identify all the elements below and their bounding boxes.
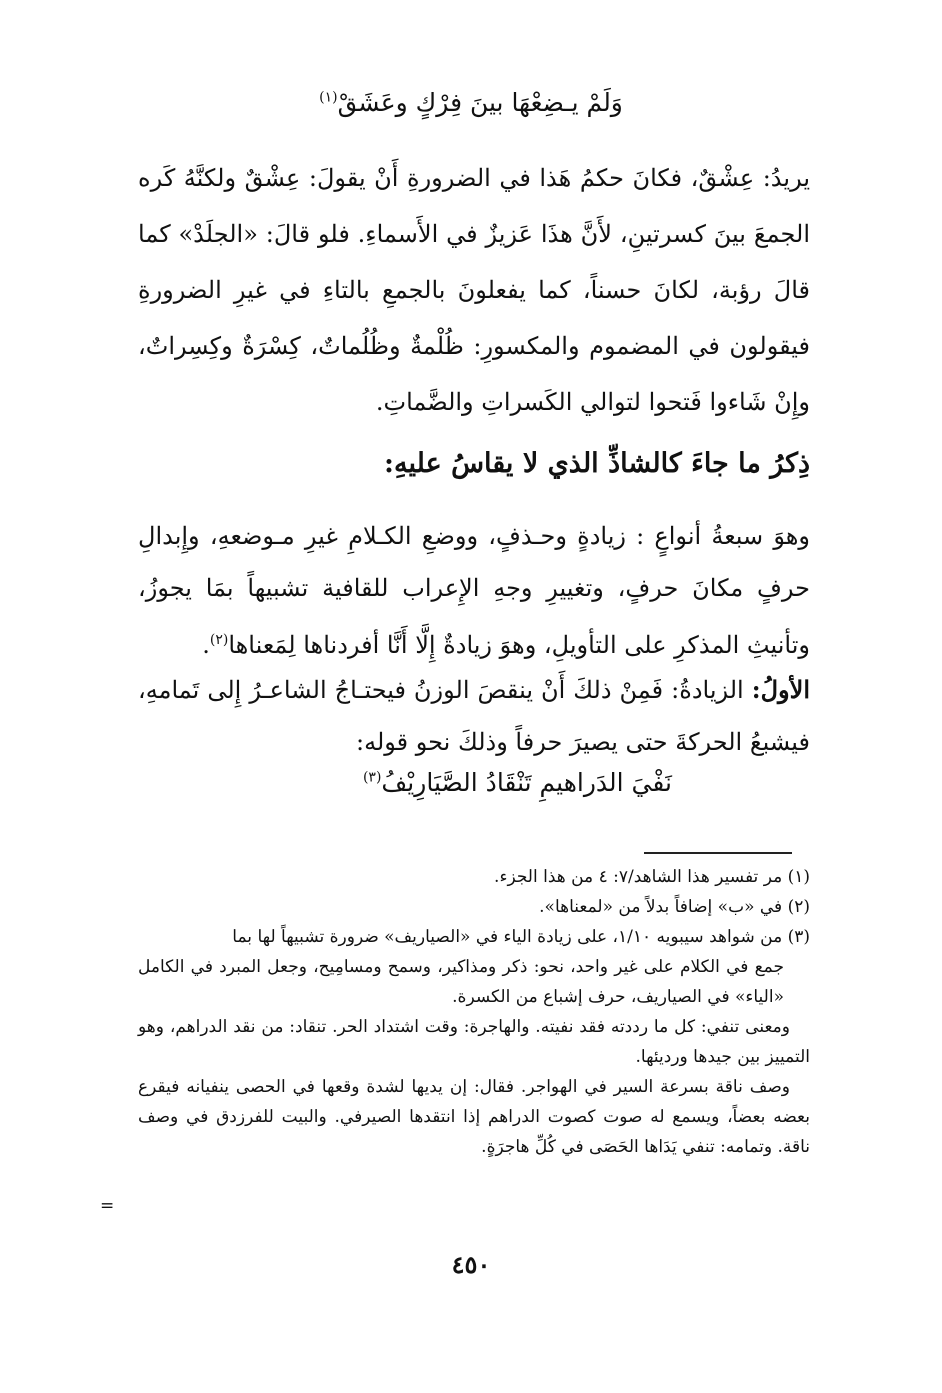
footnote-2: (٢) في «ب» إضافاً بدلاً من «لمعناها». — [539, 897, 810, 917]
types-paragraph-text: وهوَ سبعةُ أنواعٍ : زيادةٍ وحـذفٍ، ووضعِ الكـلامِ غيرِ مـوضعهِ، وإِبدالِ حرفٍ مكانَ حرفٍ، وتغييرِ وجهِ الإِعراب للقافية تشبيهاً بمَا يجوزُ، وتأنيثِ المذكرِ على التأويلِ، وهوَ زيادةٌ إِلَّا أَنَّا أفردناها لِمَعناها — [138, 522, 810, 659]
first-type-text: الزيادةُ: فَمِنْ ذلكَ أَنْ ينقصَ الوزنُ فيحتـاجُ الشاعـرُ إِلى تَمامهِ، فيشبعُ الحركةَ حتى يصيرَ حرفاً وذلكَ نحو قوله: — [138, 676, 810, 756]
footnote-3-continuation: جمع في الكلام على غير واحد، نحو: ذكر ومذاكير، وسمح ومسامِيح، وجعل المبرد في الكامل «الياء» في الصياريف، حرف إشباع من الكسرة. — [138, 957, 784, 1007]
footnote-ref-2: (٢) — [209, 632, 229, 648]
first-type-lead: الأولُ: — [751, 675, 810, 704]
footnote-ref-3: (٣) — [362, 769, 382, 786]
types-paragraph: وهوَ سبعةُ أنواعٍ : زيادةٍ وحـذفٍ، ووضعِ الكـلامِ غيرِ مـوضعهِ، وإِبدالِ حرفٍ مكانَ حرفٍ، وتغييرِ وجهِ الإِعراب للقافية تشبيهاً بمَا يجوزُ، وتأنيثِ المذكرِ على التأويلِ، وهوَ زيادةٌ إِلَّا أَنَّا أفردناها لِمَعناها$^{(٢)}$. — [138, 522, 810, 659]
page-number: ٤٥٠ — [451, 1250, 491, 1279]
opening-verse-text: وَلَمْ يـضِعْهَا بينَ فِرْكٍ وعَشَقْ — [337, 88, 623, 117]
quoted-verse — [363, 768, 672, 797]
footnote-ref-1: (١) — [319, 89, 338, 106]
footnote-1: (١) مر تفسير هذا الشاهد/٧: ٤ من هذا الجزء. — [494, 867, 810, 887]
footnote-divider — [644, 852, 792, 854]
paragraph-1-text: يريدُ: عِشْقٌ، فكانَ حكمُ هَذا في الضرورةِ أَنْ يقولَ: عِشْقٌ ولكنَّهُ كَره الجمعَ بينَ كسرتينِ، لأَنَّ هذَا عَزيزٌ في الأَسماءِ. فلو قالَ: «الجلَدْ» كما قالَ رؤبة، لكانَ حسناً، كما يفعلونَ بالجمعِ بالتاءِ في غيرِ الضرورةِ فيقولون في المضموم والمكسورِ: ظُلْمةٌ وظُلُماتٌ، كِسْرَةٌ وكِسِراتٌ، وإِنْ شَاءوا فَتحوا لتوالي الكَسراتِ والضَّماتِ. — [138, 164, 810, 416]
footnote-3-meaning: ومعنى تنفي: كل ما رددته فقد نفيته. والهاجرة: وقت اشتداد الحر. تنقاد: من نقد الدراهم، وهو التمييز بين جيدها ورديئها. — [138, 1017, 810, 1067]
section-heading: ذِكرُ ما جاءَ كالشاذِّ الذي لا يقاسُ عليهِ: — [384, 448, 810, 479]
continuation-mark: = — [100, 1196, 115, 1216]
first-type-paragraph — [138, 664, 810, 768]
explanation-paragraph — [138, 150, 810, 430]
quoted-verse-text: نَفْيَ الدَراهيمِ تَنْقَادُ الصَّيَارِيْفُ — [381, 768, 672, 797]
footnote-3-description: وصف ناقة بسرعة السير في الهواجر. فقال: إن يديها لشدة وقعها في الحصى ينفيانه فيقرع بعضه بعضاً، ويسمع له صوت كصوت الدراهم إذا انتقدها الصيرفي. والبيت للفرزدق في وصف ناقة. وتمامه: تنفي يَدَاها الحَصَى في كُلِّ هاجرَةٍ. — [138, 1077, 810, 1157]
footnote-3: (٣) من شواهد سيبويه ١/١٠، على زيادة الياء في «الصياريف» ضرورة تشبيهاً لها بما — [232, 927, 810, 947]
opening-verse — [0, 88, 942, 117]
footnotes — [138, 862, 810, 1162]
